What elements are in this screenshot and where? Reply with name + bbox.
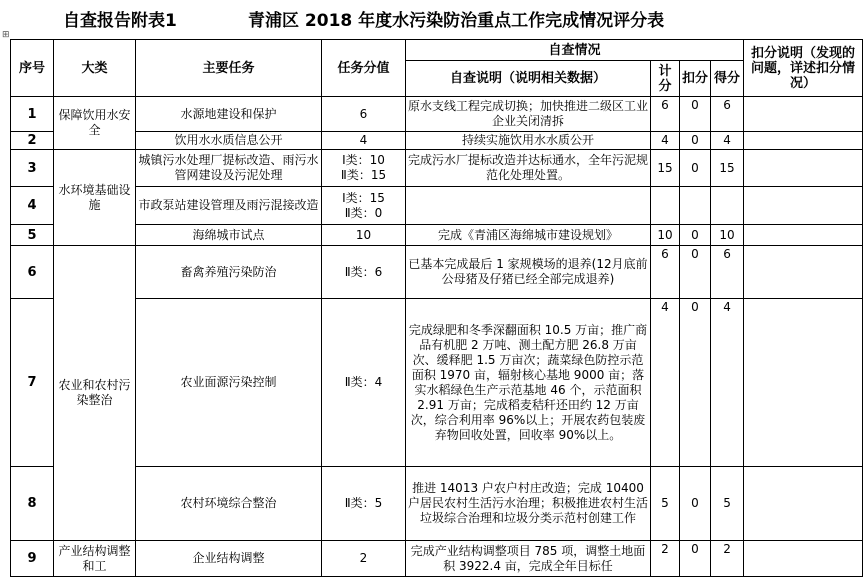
header-desc: 自查说明（说明相关数据） — [406, 61, 651, 97]
score-cell: Ⅰ类：15 Ⅱ类：0 — [322, 187, 406, 225]
remark-cell — [744, 299, 863, 467]
get-cell: 4 — [711, 132, 744, 150]
calc-cell: 6 — [651, 246, 680, 299]
score-cell: 2 — [322, 541, 406, 577]
deduct-cell: 0 — [680, 541, 711, 577]
row-index: 8 — [11, 467, 54, 541]
desc-cell: 完成污水厂提标改造并达标通水，全年污泥规范化处理处置。 — [406, 150, 651, 187]
score-cell: 4 — [322, 132, 406, 150]
get-cell — [711, 187, 744, 225]
task-cell: 农业面源污染控制 — [136, 299, 322, 467]
header-self-check: 自查情况 — [406, 40, 744, 61]
row-index: 6 — [11, 246, 54, 299]
header-task: 主要任务 — [136, 40, 322, 97]
deduct-cell: 0 — [680, 150, 711, 187]
desc-cell: 持续实施饮用水水质公开 — [406, 132, 651, 150]
table-row — [11, 132, 863, 150]
remark-cell — [744, 225, 863, 246]
desc-cell: 完成绿肥和冬季深翻面积 10.5 万亩；推广商品有机肥 2 万吨、测土配方肥 26.8 万亩次、缓释肥 1.5 万亩次；蔬菜绿色防控示范面积 1970 亩，辐射核心基地 9000 亩；落实水稻绿色生产示范基地 46 个，示范面积 2.91 万亩；完成稻麦秸秆还田约 12 万亩次，综合利用率 96%以上；开展农药包装废弃物回收处置，回收率 90%以上。 — [406, 299, 651, 467]
desc-cell: 推进 14013 户农户村庄改造；完成 10400 户居民农村生活污水治理；积极推进农村生活垃圾综合治理和垃圾分类示范村创建工作 — [406, 467, 651, 541]
task-cell: 畜禽养殖污染防治 — [136, 246, 322, 299]
task-cell: 饮用水水质信息公开 — [136, 132, 322, 150]
row-index: 9 — [11, 541, 54, 577]
row-index: 4 — [11, 187, 54, 225]
header-score: 任务分值 — [322, 40, 406, 97]
header-category: 大类 — [54, 40, 136, 97]
calc-cell: 2 — [651, 541, 680, 577]
calc-cell: 5 — [651, 467, 680, 541]
title-left: 自查报告附表1 — [63, 11, 177, 31]
get-cell: 2 — [711, 541, 744, 577]
score-cell: 10 — [322, 225, 406, 246]
table-row — [11, 97, 863, 132]
score-cell: Ⅱ类：5 — [322, 467, 406, 541]
category-cell: 水环境基础设施 — [54, 150, 136, 246]
category-cell: 农业和农村污染整治 — [54, 246, 136, 541]
calc-cell: 4 — [651, 132, 680, 150]
deduct-cell: 0 — [680, 467, 711, 541]
desc-cell: 完成产业结构调整项目 785 项，调整土地面积 3922.4 亩，完成全年目标任 — [406, 541, 651, 577]
desc-cell — [406, 187, 651, 225]
calc-cell: 15 — [651, 150, 680, 187]
page-title — [0, 2, 867, 32]
task-cell: 海绵城市试点 — [136, 225, 322, 246]
task-cell: 农村环境综合整治 — [136, 467, 322, 541]
deduct-cell — [680, 187, 711, 225]
table-move-handle-icon[interactable]: ⊞ — [2, 30, 10, 40]
task-cell: 水源地建设和保护 — [136, 97, 322, 132]
score-table — [10, 39, 863, 577]
remark-cell — [744, 467, 863, 541]
desc-cell: 原水支线工程完成切换；加快推进二级区工业企业关闭清拆 — [406, 97, 651, 132]
deduct-cell: 0 — [680, 132, 711, 150]
row-index: 1 — [11, 97, 54, 132]
get-cell: 4 — [711, 299, 744, 467]
category-cell: 保障饮用水安全 — [54, 97, 136, 150]
header-calc: 计分 — [651, 61, 680, 97]
remark-cell — [744, 132, 863, 150]
header-index: 序号 — [11, 40, 54, 97]
header-remark: 扣分说明（发现的问题，详述扣分情况） — [744, 40, 863, 97]
table-row — [11, 467, 863, 541]
score-cell: 6 — [322, 97, 406, 132]
get-cell: 15 — [711, 150, 744, 187]
task-cell: 企业结构调整 — [136, 541, 322, 577]
desc-cell: 已基本完成最后 1 家规模场的退养(12月底前公母猪及仔猪已经全部完成退养) — [406, 246, 651, 299]
deduct-cell: 0 — [680, 225, 711, 246]
category-cell: 产业结构调整和工 — [54, 541, 136, 577]
remark-cell — [744, 541, 863, 577]
task-cell: 城镇污水处理厂提标改造、雨污水管网建设及污泥处理 — [136, 150, 322, 187]
row-index: 5 — [11, 225, 54, 246]
row-index: 7 — [11, 299, 54, 467]
header-get: 得分 — [711, 61, 744, 97]
remark-cell — [744, 97, 863, 132]
table-row — [11, 225, 863, 246]
table-row — [11, 246, 863, 299]
deduct-cell: 0 — [680, 299, 711, 467]
desc-cell: 完成《青浦区海绵城市建设规划》 — [406, 225, 651, 246]
deduct-cell: 0 — [680, 246, 711, 299]
remark-cell — [744, 246, 863, 299]
table-row — [11, 150, 863, 187]
title-right: 青浦区 2018 年度水污染防治重点工作完成情况评分表 — [248, 11, 665, 31]
remark-cell — [744, 187, 863, 225]
remark-cell — [744, 150, 863, 187]
calc-cell: 10 — [651, 225, 680, 246]
calc-cell: 4 — [651, 299, 680, 467]
score-cell: Ⅰ类：10 Ⅱ类：15 — [322, 150, 406, 187]
table-row — [11, 541, 863, 577]
score-cell: Ⅱ类：6 — [322, 246, 406, 299]
calc-cell: 6 — [651, 97, 680, 132]
get-cell: 6 — [711, 97, 744, 132]
get-cell: 5 — [711, 467, 744, 541]
row-index: 3 — [11, 150, 54, 187]
row-index: 2 — [11, 132, 54, 150]
header-deduct: 扣分 — [680, 61, 711, 97]
table-row — [11, 187, 863, 225]
task-cell: 市政泵站建设管理及雨污混接改造 — [136, 187, 322, 225]
get-cell: 10 — [711, 225, 744, 246]
table-row — [11, 299, 863, 467]
calc-cell — [651, 187, 680, 225]
score-cell: Ⅱ类：4 — [322, 299, 406, 467]
get-cell: 6 — [711, 246, 744, 299]
deduct-cell: 0 — [680, 97, 711, 132]
